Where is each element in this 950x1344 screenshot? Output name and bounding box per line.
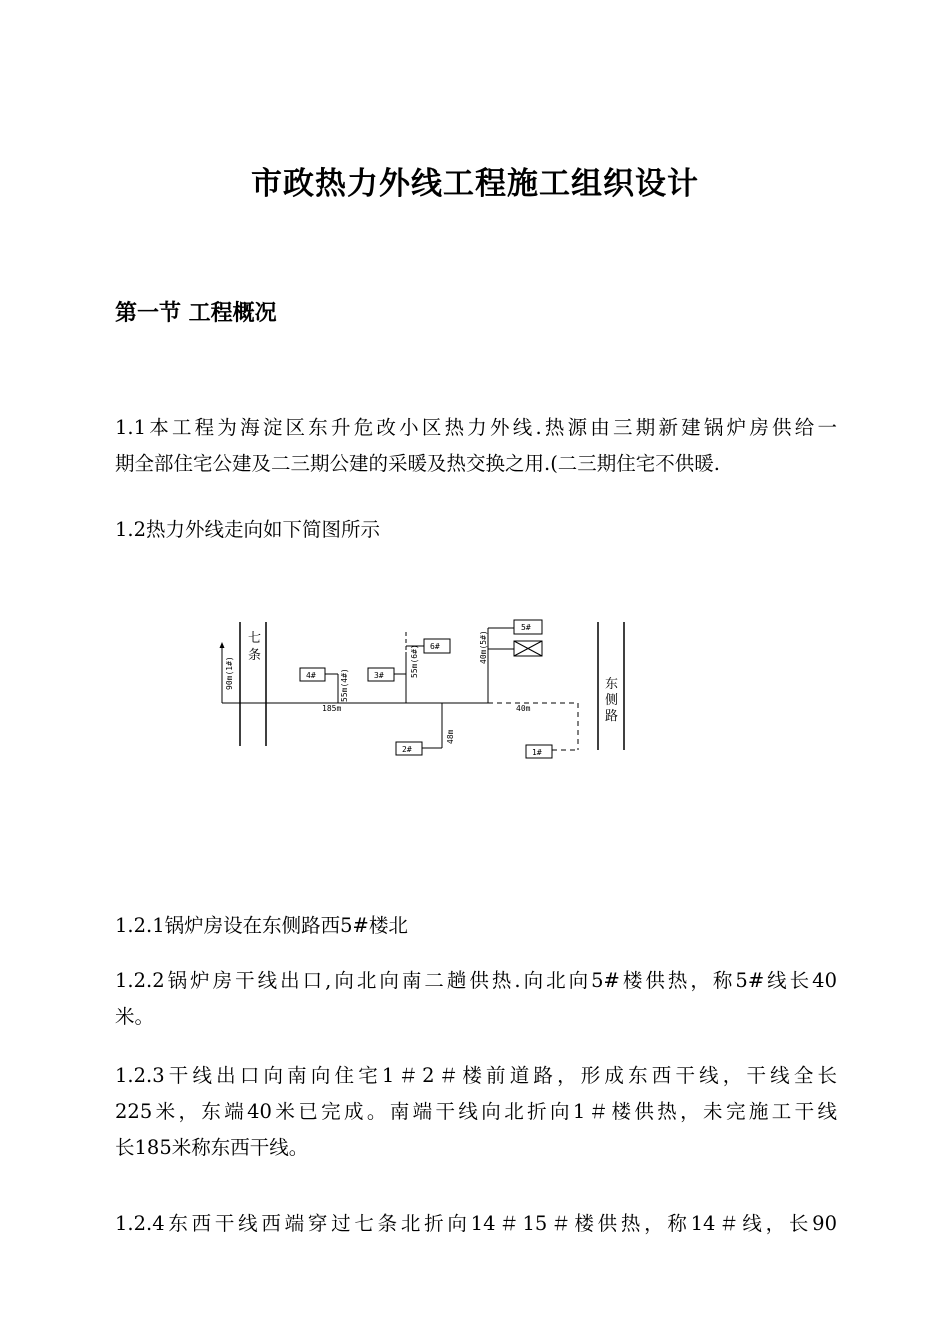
branch-3-length: 55m(6#) [410,644,419,678]
branch-5-length: 40m(5#) [479,630,488,664]
building-4-label: 4# [306,671,316,680]
road-east-label: 东 [605,677,619,692]
branch-2-length: 48m [446,729,455,744]
branch-4-length: 55m(4#) [340,668,349,702]
road-west-label: 条 [248,648,262,663]
building-2-label: 2# [402,745,412,754]
paragraph-line: 长185米称东西干线。 [115,1136,309,1159]
main-west-length: 185m [322,704,342,713]
heating-line-diagram [210,612,640,762]
road-west-label: 七 [248,631,262,646]
paragraph-1-2: 1.2热力外线走向如下简图所示 [115,518,381,541]
arrow-up-icon [220,642,225,648]
paragraph-1-2-1: 1.2.1锅炉房设在东侧路西5#楼北 [115,914,408,937]
paragraph-1-2-4 [115,1206,837,1242]
section-heading: 第一节 工程概况 [115,301,277,326]
paragraph-line: 1.1本工程为海淀区东升危改小区热力外线.热源由三期新建锅炉房供给一 [115,416,837,439]
paragraph-1-2-3 [115,1058,837,1166]
road-east-label: 路 [605,709,619,724]
paragraph-line: 1.2.2锅炉房干线出口,向北向南二趟供热.向北向5#楼供热，称5#线长40 [115,969,837,992]
paragraph-line: 米。 [115,1005,155,1028]
building-5-label: 5# [521,623,531,632]
main-east-length: 40m [516,704,531,713]
paragraph-line: 期全部住宅公建及二三期公建的采暖及热交换之用.(二三期住宅不供暖. [115,452,721,475]
paragraph-1-1 [115,410,837,482]
paragraph-line: 225米，东端40米已完成。南端干线向北折向1＃楼供热，未完施工干线 [115,1100,837,1123]
building-6-label: 6# [430,642,440,651]
paragraph-line: 1.2.3干线出口向南向住宅1＃2＃楼前道路，形成东西干线，干线全长 [115,1064,837,1087]
road-east-label: 侧 [605,693,619,708]
west-branch-length: 90m(1#) [225,656,234,690]
paragraph-line: 1.2.4东西干线西端穿过七条北折向14＃15＃楼供热，称14＃线，长90 [115,1212,837,1235]
building-1-label: 1# [532,748,542,757]
document-title: 市政热力外线工程施工组织设计 [251,166,699,202]
building-3-label: 3# [374,671,384,680]
paragraph-1-2-2 [115,963,837,1035]
